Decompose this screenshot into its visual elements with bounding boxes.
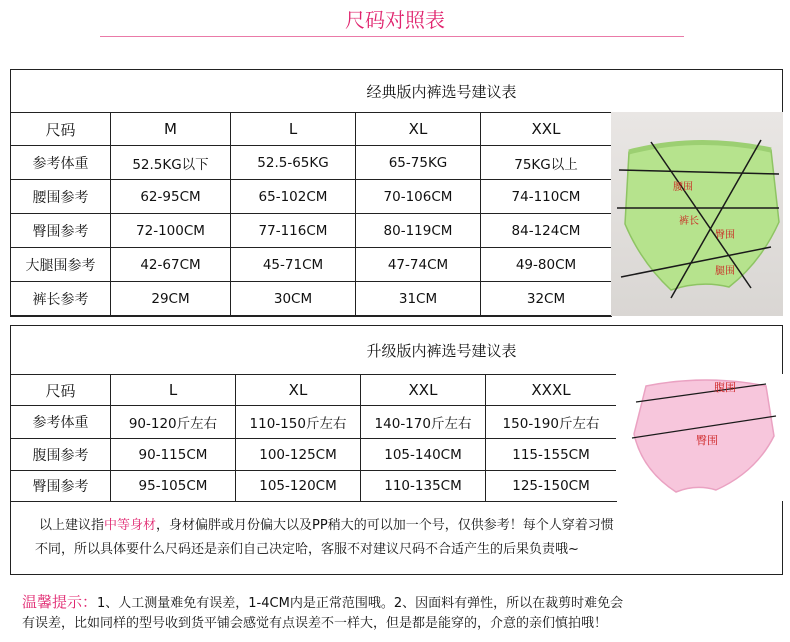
classic-row-label: 腰围参考 [11, 180, 111, 214]
classic-table-cell: 42-67CM [111, 248, 231, 282]
upgrade-table-cell: 90-120斤左右 [111, 406, 236, 439]
photo-label-thigh: 腿围 [715, 266, 735, 277]
classic-table-title: 经典版内裤选号建议表 [11, 70, 782, 113]
upgrade-table-cell: 95-105CM [111, 471, 236, 502]
upgrade-col-header: 尺码 [11, 375, 111, 406]
warm-tip-label: 温馨提示： [22, 593, 98, 611]
photo-label-length: 裤长 [679, 216, 699, 227]
upgrade-row-label: 腹围参考 [11, 439, 111, 471]
classic-size-panel [10, 69, 783, 316]
warm-tip-line1: 温馨提示：1、人工测量难免有误差，1-4CM内是正常范围哦。2、因面料有弹性，所以在裁剪时难免会 [22, 593, 624, 611]
photo-label-belly: 腹围 [714, 381, 736, 394]
classic-table-cell: 47-74CM [356, 248, 481, 282]
classic-table-row [11, 282, 612, 317]
classic-row-label: 臀围参考 [11, 214, 111, 248]
upgrade-table-row [11, 406, 617, 439]
classic-table-cell: 45-71CM [231, 248, 356, 282]
size-advice-highlight: 中等身材 [104, 518, 157, 533]
size-advice-line1: 以上建议指中等身材，身材偏胖或月份偏大以及PP稍大的可以加一个号，仅供参考！每个人穿着习惯 [39, 518, 614, 533]
upgrade-table-cell: 150-190斤左右 [486, 406, 617, 439]
upgrade-table-cell: 105-140CM [361, 439, 486, 471]
upgrade-table-cell: 115-155CM [486, 439, 617, 471]
classic-table-cell: 77-116CM [231, 214, 356, 248]
classic-col-header: L [231, 113, 356, 146]
classic-table-cell: 62-95CM [111, 180, 231, 214]
classic-table-cell: 32CM [481, 282, 612, 317]
green-briefs-illustration [611, 112, 783, 316]
photo-label-hip: 臀围 [715, 230, 735, 241]
upgrade-table-cell: 110-135CM [361, 471, 486, 502]
classic-table-cell: 80-119CM [356, 214, 481, 248]
upgrade-briefs-photo [616, 374, 783, 501]
title-divider [100, 36, 684, 37]
classic-size-table [10, 112, 612, 317]
classic-table-cell: 74-110CM [481, 180, 612, 214]
classic-table-cell: 65-75KG [356, 146, 481, 180]
classic-table-cell: 65-102CM [231, 180, 356, 214]
classic-table-cell: 84-124CM [481, 214, 612, 248]
upgrade-table-cell: 100-125CM [236, 439, 361, 471]
upgrade-size-table [10, 374, 617, 502]
classic-briefs-photo [611, 112, 783, 316]
classic-table-cell: 29CM [111, 282, 231, 317]
upgrade-header-row [11, 375, 617, 406]
classic-table-row [11, 248, 612, 282]
size-advice-line2: 不同，所以具体要什么尺码还是亲们自己决定哈，客服不对建议尺码不合适产生的后果负责哦~ [35, 542, 579, 557]
upgrade-size-panel [10, 325, 783, 575]
upgrade-col-header: XXXL [486, 375, 617, 406]
upgrade-table-cell: 90-115CM [111, 439, 236, 471]
size-advice-note [35, 514, 779, 562]
upgrade-col-header: L [111, 375, 236, 406]
classic-table-row [11, 214, 612, 248]
classic-table-cell: 30CM [231, 282, 356, 317]
upgrade-table-cell: 110-150斤左右 [236, 406, 361, 439]
upgrade-table-row [11, 439, 617, 471]
page-title: 尺码对照表 [345, 8, 445, 32]
classic-row-label: 参考体重 [11, 146, 111, 180]
classic-table-cell: 49-80CM [481, 248, 612, 282]
upgrade-row-label: 臀围参考 [11, 471, 111, 502]
upgrade-table-title: 升级版内裤选号建议表 [11, 326, 782, 375]
classic-row-label: 大腿围参考 [11, 248, 111, 282]
classic-table-cell: 72-100CM [111, 214, 231, 248]
upgrade-col-header: XL [236, 375, 361, 406]
classic-table-cell: 70-106CM [356, 180, 481, 214]
photo-label-waist: 腰围 [673, 182, 693, 193]
classic-table-cell: 31CM [356, 282, 481, 317]
classic-header-row [11, 113, 612, 146]
classic-table-cell: 52.5KG以下 [111, 146, 231, 180]
pink-briefs-illustration [616, 374, 783, 501]
warm-tip-line2: 有误差，比如同样的型号收到货平铺会感觉有点误差不一样大，但是都是能穿的，介意的亲们慎拍哦！ [22, 616, 608, 631]
upgrade-col-header: XXL [361, 375, 486, 406]
classic-table-row [11, 146, 612, 180]
classic-col-header: XL [356, 113, 481, 146]
upgrade-table-row [11, 471, 617, 502]
warm-tip [22, 592, 782, 634]
classic-col-header: M [111, 113, 231, 146]
upgrade-row-label: 参考体重 [11, 406, 111, 439]
classic-row-label: 裤长参考 [11, 282, 111, 317]
classic-table-cell: 52.5-65KG [231, 146, 356, 180]
classic-col-header: XXL [481, 113, 612, 146]
classic-table-cell: 75KG以上 [481, 146, 612, 180]
photo-label-hip-upgrade: 臀围 [696, 434, 718, 447]
upgrade-table-cell: 140-170斤左右 [361, 406, 486, 439]
upgrade-table-cell: 105-120CM [236, 471, 361, 502]
classic-col-header: 尺码 [11, 113, 111, 146]
upgrade-table-cell: 125-150CM [486, 471, 617, 502]
classic-table-row [11, 180, 612, 214]
